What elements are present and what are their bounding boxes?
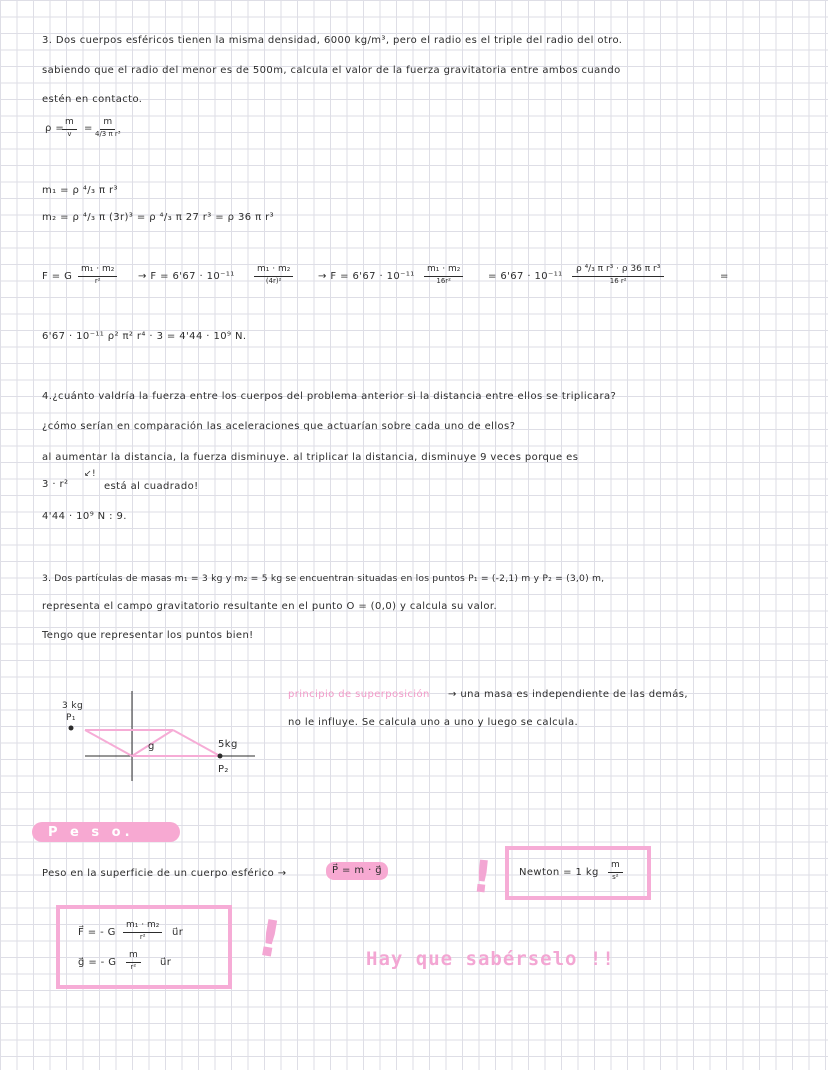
force-den-1: r² <box>94 276 101 285</box>
density-den-2: 4/3 π r³ <box>95 129 121 138</box>
newton-unit-num: m <box>608 861 623 873</box>
density-fraction-2 <box>95 118 121 139</box>
exclamation-mark-2: ! <box>253 908 287 970</box>
force-result: 6'67 · 10⁻¹¹ ρ² π² r⁴ · 3 = 4'44 · 10⁹ N. <box>42 331 247 342</box>
gravity-unit-vector: u⃗r <box>160 957 172 968</box>
problem3-statement-line1: 3. Dos cuerpos esféricos tienen la misma densidad, 6000 kg/m³, pero el radio es el triple del radio del otro. <box>42 35 623 46</box>
force-step-4: = 6'67 · 10⁻¹¹ <box>488 271 563 282</box>
gravity-formulas-box <box>56 905 232 989</box>
density-lhs: ρ = <box>45 123 65 134</box>
point1-label: P₁ <box>66 713 76 723</box>
force-den-2: (4r)² <box>265 276 282 285</box>
resultant-vector-label: g <box>148 741 155 752</box>
problem4-answer-line5: 4'44 · 10⁹ N : 9. <box>42 511 127 522</box>
density-fraction-1 <box>62 118 77 139</box>
superposition-definition-line1: → una masa es independiente de las demás, <box>448 689 688 700</box>
force-vector-fraction <box>123 921 162 942</box>
mass2-formula: m₂ = ρ ⁴/₃ π (3r)³ = ρ ⁴/₃ π 27 r³ = ρ 36 π r³ <box>42 212 274 223</box>
problem4-question-line2: ¿cómo serían en comparación las aceleraciones que actuarían sobre cada uno de ellos? <box>42 421 516 432</box>
problem4-arrow-mark: ↙! <box>84 469 96 479</box>
force-den-3: 16r² <box>436 276 451 285</box>
force-fraction-3 <box>424 265 463 286</box>
problem3-statement-line3: estén en contacto. <box>42 94 143 105</box>
density-den-1: v <box>67 129 72 138</box>
gravity-field-fraction <box>126 951 141 972</box>
point-p2 <box>218 754 223 759</box>
problem4-question-line1: 4.¿cuánto valdría la fuerza entre los cuerpos del problema anterior si la distancia entre ellos se triplicara? <box>42 391 617 402</box>
newton-definition: Newton = 1 kg <box>519 867 599 878</box>
force-den-4: 16 r² <box>609 276 627 285</box>
superposition-principle-term: principio de superposición <box>288 689 430 700</box>
force-vector-den: r² <box>139 932 146 941</box>
force-vector-formula-lhs: F⃗ = - G <box>78 927 116 938</box>
mass2-label: 5kg <box>218 739 238 750</box>
memorize-note: Hay que sabérselo !! <box>366 948 615 970</box>
gravitational-field-diagram <box>55 686 275 786</box>
force-fraction-4 <box>572 265 664 286</box>
parallelogram-right-edge <box>173 730 220 756</box>
newton-unit-fraction <box>608 861 623 882</box>
force-fraction-1 <box>78 265 117 286</box>
field-vector-g1 <box>85 730 132 756</box>
superposition-definition-line2: no le influye. Se calcula uno a uno y luego se calcula. <box>288 717 579 728</box>
force-lhs: F = G <box>42 271 73 282</box>
force-step-2: → F = 6'67 · 10⁻¹¹ <box>138 271 235 282</box>
force-num-1: m₁ · m₂ <box>78 265 117 277</box>
force-num-3: m₁ · m₂ <box>424 265 463 277</box>
problem4-answer-line4: está al cuadrado! <box>104 481 199 492</box>
peso-surface-text: Peso en la superficie de un cuerpo esférico → <box>42 868 287 879</box>
gravity-field-num: m <box>126 951 141 963</box>
density-equals: = <box>84 123 93 134</box>
problem3-statement-line2: sabiendo que el radio del menor es de 500m, calcula el valor de la fuerza gravitatoria entre ambos cuando <box>42 65 621 76</box>
mass1-label: 3 kg <box>62 701 84 711</box>
point2-label: P₂ <box>218 764 229 775</box>
newton-unit-den: s² <box>612 872 619 881</box>
problem4-answer-line3: al aumentar la distancia, la fuerza disminuye. al triplicar la distancia, disminuye 9 veces porque es <box>42 452 579 463</box>
force-trailing-equals: = <box>720 271 729 282</box>
problem5-statement-line1: 3. Dos partículas de masas m₁ = 3 kg y m₂ = 5 kg se encuentran situadas en los puntos P₁ = (-2,1) m y P₂ = (3,0) m, <box>42 573 605 584</box>
force-unit-vector: u⃗r <box>172 927 184 938</box>
density-num-1: m <box>62 118 77 130</box>
problem4-answer-r-squared: 3 · r² <box>42 479 69 490</box>
peso-title: P e s o. <box>48 825 134 840</box>
exclamation-mark-1: ! <box>469 851 496 904</box>
gravity-field-den: r² <box>130 962 137 971</box>
force-num-2: m₁ · m₂ <box>254 265 293 277</box>
problem5-statement-line2: representa el campo gravitatorio resultante en el punto O = (0,0) y calcula su valor. <box>42 601 498 612</box>
density-num-2: m <box>100 118 115 130</box>
force-fraction-2 <box>254 265 293 286</box>
force-num-4: ρ ⁴/₃ π r³ · ρ 36 π r³ <box>572 265 664 277</box>
force-step-3: → F = 6'67 · 10⁻¹¹ <box>318 271 415 282</box>
problem5-note: Tengo que representar los puntos bien! <box>42 630 254 641</box>
peso-formula-chip: P⃗ = m · g⃗ <box>326 862 388 880</box>
force-vector-num: m₁ · m₂ <box>123 921 162 933</box>
point-p1 <box>69 726 74 731</box>
gravity-field-formula-lhs: g⃗ = - G <box>78 957 117 968</box>
mass1-formula: m₁ = ρ ⁴/₃ π r³ <box>42 185 118 196</box>
